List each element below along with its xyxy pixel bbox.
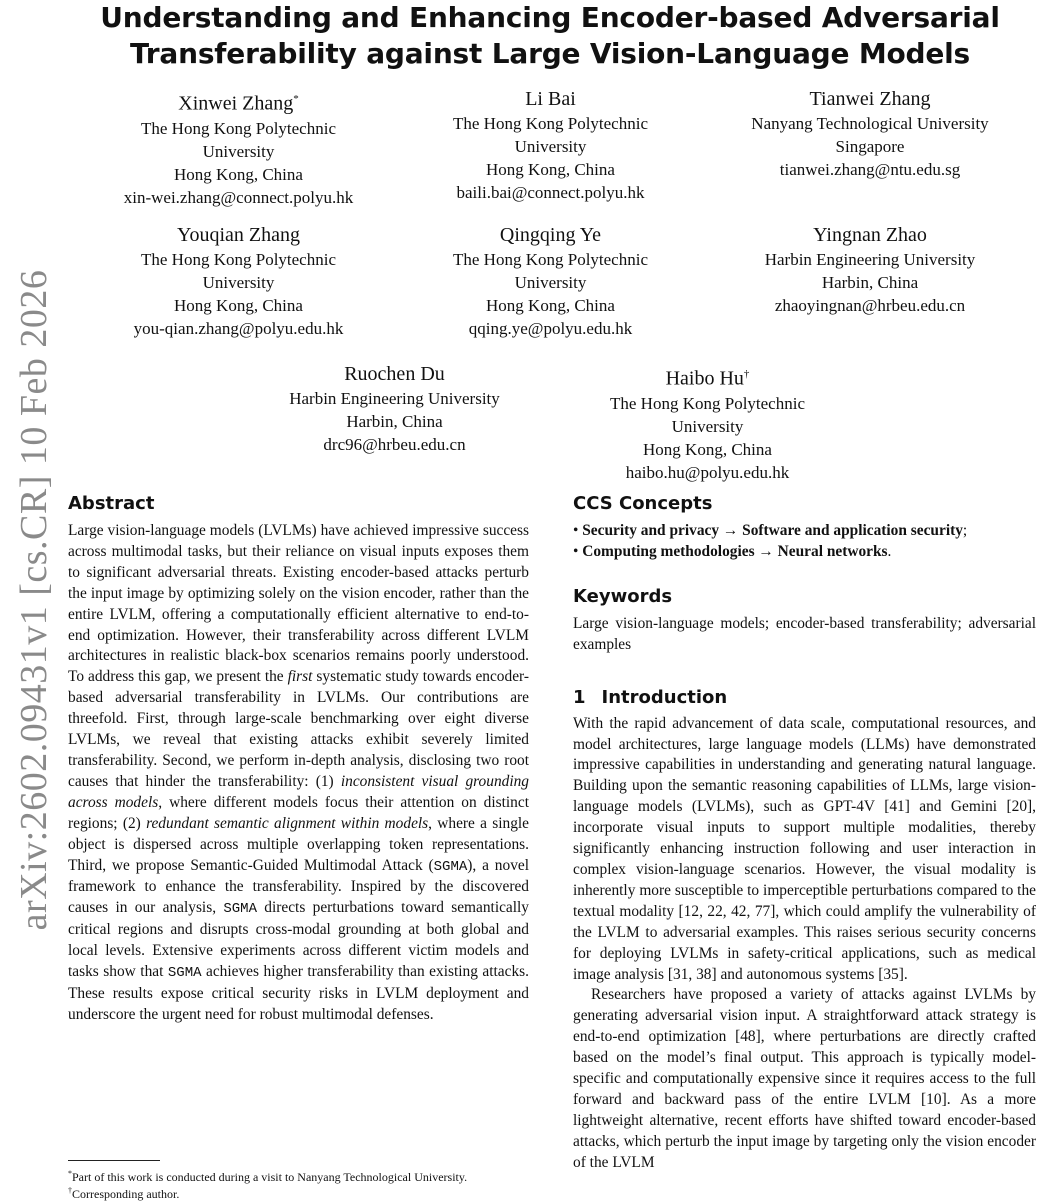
- author-affiliation: The Hong Kong Polytechnic: [141, 118, 336, 138]
- author-name: Haibo Hu: [665, 367, 744, 390]
- method-name: SGMA: [223, 901, 257, 918]
- author-name: Yingnan Zhao: [813, 224, 927, 246]
- author-email: xin-wei.zhang@connect.polyu.hk: [123, 187, 354, 207]
- author-affiliation: University: [202, 141, 275, 161]
- author-location: Hong Kong, China: [174, 296, 303, 315]
- author-affiliation: Harbin Engineering University: [764, 250, 976, 269]
- author-location: Harbin, China: [821, 273, 919, 292]
- author-affiliation: University: [514, 273, 587, 292]
- paper-title: [60, 0, 1037, 72]
- author-email: baili.bai@connect.polyu.hk: [456, 183, 645, 202]
- abstract-section: [68, 492, 529, 1026]
- author-name: Qingqing Ye: [499, 224, 602, 246]
- section-number: 1: [573, 686, 586, 708]
- method-name: SGMA: [433, 858, 468, 875]
- author-location: Hong Kong, China: [486, 296, 615, 315]
- author-affiliation: The Hong Kong Polytechnic: [453, 250, 648, 269]
- ccs-heading: CCS Concepts: [573, 493, 713, 514]
- author-email: you-qian.zhang@polyu.edu.hk: [133, 319, 344, 338]
- emphasis-cause-1: inconsistent visual grounding across models: [68, 772, 530, 811]
- author-affiliation: The Hong Kong Polytechnic: [141, 250, 336, 269]
- author-name: Xinwei Zhang: [178, 92, 294, 115]
- author-block: [408, 86, 693, 204]
- author-block: [96, 222, 381, 340]
- author-email: drc96@hrbeu.edu.cn: [323, 435, 466, 454]
- author-location: Hong Kong, China: [174, 164, 303, 184]
- author-location: Singapore: [835, 137, 905, 156]
- author-name: Ruochen Du: [344, 363, 445, 385]
- section-title: Introduction: [601, 686, 728, 708]
- author-email: qqing.ye@polyu.edu.hk: [468, 319, 633, 338]
- author-email: tianwei.zhang@ntu.edu.sg: [779, 160, 961, 179]
- author-name: Youqian Zhang: [177, 224, 300, 246]
- author-block: [565, 361, 850, 484]
- arxiv-identifier: arXiv:2602.09431v1 [cs.CR] 10 Feb 2026: [13, 269, 55, 931]
- keywords-heading: Keywords: [573, 585, 673, 607]
- author-location: Hong Kong, China: [486, 160, 615, 179]
- title-line-2: Transferability against Large Vision-Language Models: [129, 37, 971, 70]
- ccs-concept: • Computing methodologies → Neural networks.: [573, 542, 892, 560]
- author-name: Tianwei Zhang: [809, 88, 931, 110]
- author-email: zhaoyingnan@hrbeu.edu.cn: [774, 296, 966, 315]
- author-footnote-mark: †: [743, 368, 750, 380]
- abstract-text: Large vision-language models (LVLMs) have achieved impressive success across multimodal tasks, but their reliance on visual inputs exposes them to significant adversarial threats. Existing encoder-based attacks perturb the input image by optimizing solely on the vision encoder, rather than the entire LVLM, offering a computationally efficient alternative to end-to-end optimization. However, their transferability across different LVLM architectures in realistic black-box scenarios remains poorly understood. To address this gap, we present the first systematic study towards encoder-based adversarial transferability in LVLMs. Our contributions are threefold. First, through large-scale benchmarking over eight diverse LVLMs, we reveal that existing attacks exhibit severely limited transferability. Second, we perform in-depth analysis, disclosing two root causes that hinder the transferability: (1) inconsistent visual grounding across models, where different models focus their attention on distinct regions; (2) redundant semantic alignment within models, where a single object is dispersed across multiple overlapping token representations. Third, we propose Semantic-Guided Multimodal Attack (SGMA), a novel framework to enhance the transferability. Inspired by the discovered causes in our analysis, SGMA directs perturbations toward semantically critical regions and disrupts cross-modal grounding at both global and local levels. Extensive experiments across different victim models and tasks show that SGMA achieves higher transferability than existing attacks. These results expose critical security risks in LVLM deployment and underscore the urgent need for robust multimodal defenses.: [68, 522, 530, 1023]
- intro-paragraph-1: With the rapid advancement of data scale, computational resources, and model architectures, large language models (LLMs) have demonstrated impressive capabilities in understanding and generating natural language. Building upon the semantic reasoning capabilities of LLMs, large vision-language models (LVLMs), such as GPT-4V [41] and Gemini [20], incorporate visual inputs to support multiple modalities, thereby significantly enhancing instruction following and user interaction in complex vision-language scenarios. However, the visual modality is inherently more susceptible to imperceptible perturbations compared to the textual modality [12, 22, 42, 77], which could amplify the vulnerability of the LVLM to adversarial examples. This raises serious security concerns for deploying LVLMs in safety-critical applications, such as medical image analysis [31, 38] and autonomous systems [35].: [573, 714, 1036, 983]
- footnote-rule: [68, 1160, 160, 1161]
- author-block: [252, 361, 537, 456]
- author-affiliation: Harbin Engineering University: [289, 389, 500, 408]
- footnote: *Part of this work is conducted during a visit to Nanyang Technological University.: [68, 1169, 468, 1184]
- author-email: haibo.hu@polyu.edu.hk: [625, 462, 790, 482]
- author-block: [96, 86, 381, 209]
- author-location: Harbin, China: [346, 412, 443, 431]
- ccs-concept: • Security and privacy → Software and application security;: [573, 522, 968, 539]
- author-block: [720, 222, 1020, 317]
- author-footnote-mark: *: [293, 93, 299, 105]
- right-column: [573, 492, 1036, 1174]
- author-location: Hong Kong, China: [643, 439, 772, 459]
- abstract-heading: Abstract: [68, 493, 155, 514]
- author-affiliation: The Hong Kong Polytechnic: [453, 114, 648, 133]
- author-block: [720, 86, 1020, 181]
- method-name: SGMA: [167, 965, 202, 982]
- author-block: [408, 222, 693, 340]
- emphasis-first: first: [287, 668, 313, 686]
- intro-paragraph-2: Researchers have proposed a variety of attacks against LVLMs by generating adversarial vision input. A straightforward attack strategy is end-to-end optimization [48], where perturbations are directly crafted based on the model’s final output. This approach is typically model-specific and computationally expensive since it requires access to the full forward and backward pass of the entire LVLM [10]. As a more lightweight alternative, recent efforts have shifted toward encoder-based attacks, which perturb the input image by targeting only the vision encoder of the LVLM: [573, 986, 1036, 1171]
- title-line-1: Understanding and Enhancing Encoder-based Adversarial: [100, 1, 1000, 34]
- footnote: †Corresponding author.: [68, 1186, 180, 1201]
- author-affiliation: University: [202, 273, 275, 292]
- author-affiliation: The Hong Kong Polytechnic: [610, 393, 805, 413]
- section-heading: [573, 686, 1036, 710]
- keywords-text: Large vision-language models; encoder-based transferability; adversarial examples: [573, 614, 1036, 653]
- author-affiliation: Nanyang Technological University: [751, 114, 989, 133]
- emphasis-cause-2: redundant semantic alignment within models: [146, 814, 429, 832]
- author-affiliation: University: [514, 137, 587, 156]
- author-affiliation: University: [671, 416, 744, 436]
- author-name: Li Bai: [525, 88, 576, 110]
